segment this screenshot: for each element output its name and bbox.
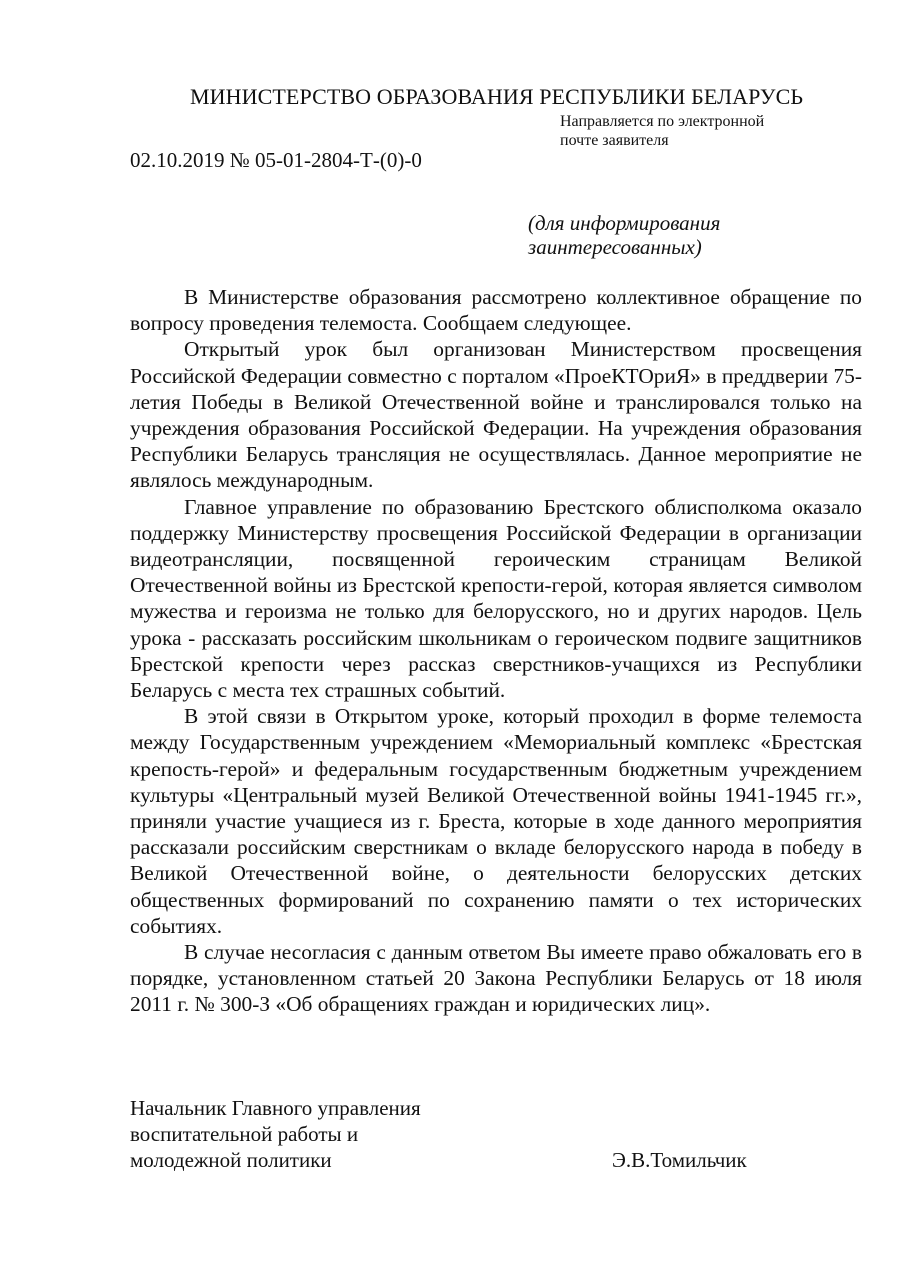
delivery-note <box>560 112 764 150</box>
signer-position-line-3: молодежной политики <box>130 1148 332 1172</box>
body-paragraph: Главное управление по образованию Брестского облисполкома оказало поддержку Министерству просвещения Российской Федерации в организации видеотрансляции, посвященной героическим страницам Великой Отечественной войны из Брестской крепости-герой, которая является символом мужества и героизма не только для белорусского, но и других народов. Цель урока - рассказать российским школьникам о героическом подвиге защитников Брестской крепости через рассказ сверстников-учащихся из Республики Беларусь с места тех страшных событий. <box>130 494 862 703</box>
signer-position-line-2: воспитательной работы и <box>130 1122 359 1146</box>
signer-name: Э.В.Томильчик <box>612 1148 747 1172</box>
addressee-line-2: заинтересованных) <box>528 235 702 259</box>
letter-body <box>130 284 862 1018</box>
signer-position-line-1: Начальник Главного управления <box>130 1096 421 1120</box>
body-paragraph: Открытый урок был организован Министерством просвещения Российской Федерации совместно с порталом «ПроеКТОриЯ» в преддверии 75-летия Победы в Великой Отечественной войне и транслировался только на учреждения образования Российской Федерации. На учреждения образования Республики Беларусь трансляция не осуществлялась. Данное мероприятие не являлось международным. <box>130 337 862 493</box>
body-paragraph: В Министерстве образования рассмотрено коллективное обращение по вопросу проведения телемоста. Сообщаем следующее. <box>130 285 862 336</box>
body-paragraph: В этой связи в Открытом уроке, который проходил в форме телемоста между Государственным учреждением «Мемориальный комплекс «Брестская крепость-герой» и федеральным государственным бюджетным учреждением культуры «Центральный музей Великой Отечественной войны 1941-1945 гг.», приняли участие учащиеся из г. Бреста, которые в ходе данного мероприятия рассказали российским сверстникам о вкладе белорусского народа в победу в Великой Отечественной войне, о деятельности белорусских детских общественных формирований по сохранению памяти о тех исторических событиях. <box>130 704 862 938</box>
addressee-line-1: (для информирования <box>528 211 721 235</box>
delivery-note-line-1: Направляется по электронной <box>560 113 765 130</box>
document-number: 02.10.2019 № 05-01-2804-Т-(0)-0 <box>130 148 422 172</box>
addressee-note <box>528 211 720 259</box>
signer-position <box>130 1095 421 1173</box>
body-paragraph: В случае несогласия с данным ответом Вы имеете право обжаловать его в порядке, установленном статьей 20 Закона Республики Беларусь от 18 июля 2011 г. № 300-З «Об обращениях граждан и юридических лиц». <box>130 940 862 1017</box>
delivery-note-line-2: почте заявителя <box>560 132 669 149</box>
ministry-heading: МИНИСТЕРСТВО ОБРАЗОВАНИЯ РЕСПУБЛИКИ БЕЛАРУСЬ <box>190 84 804 109</box>
